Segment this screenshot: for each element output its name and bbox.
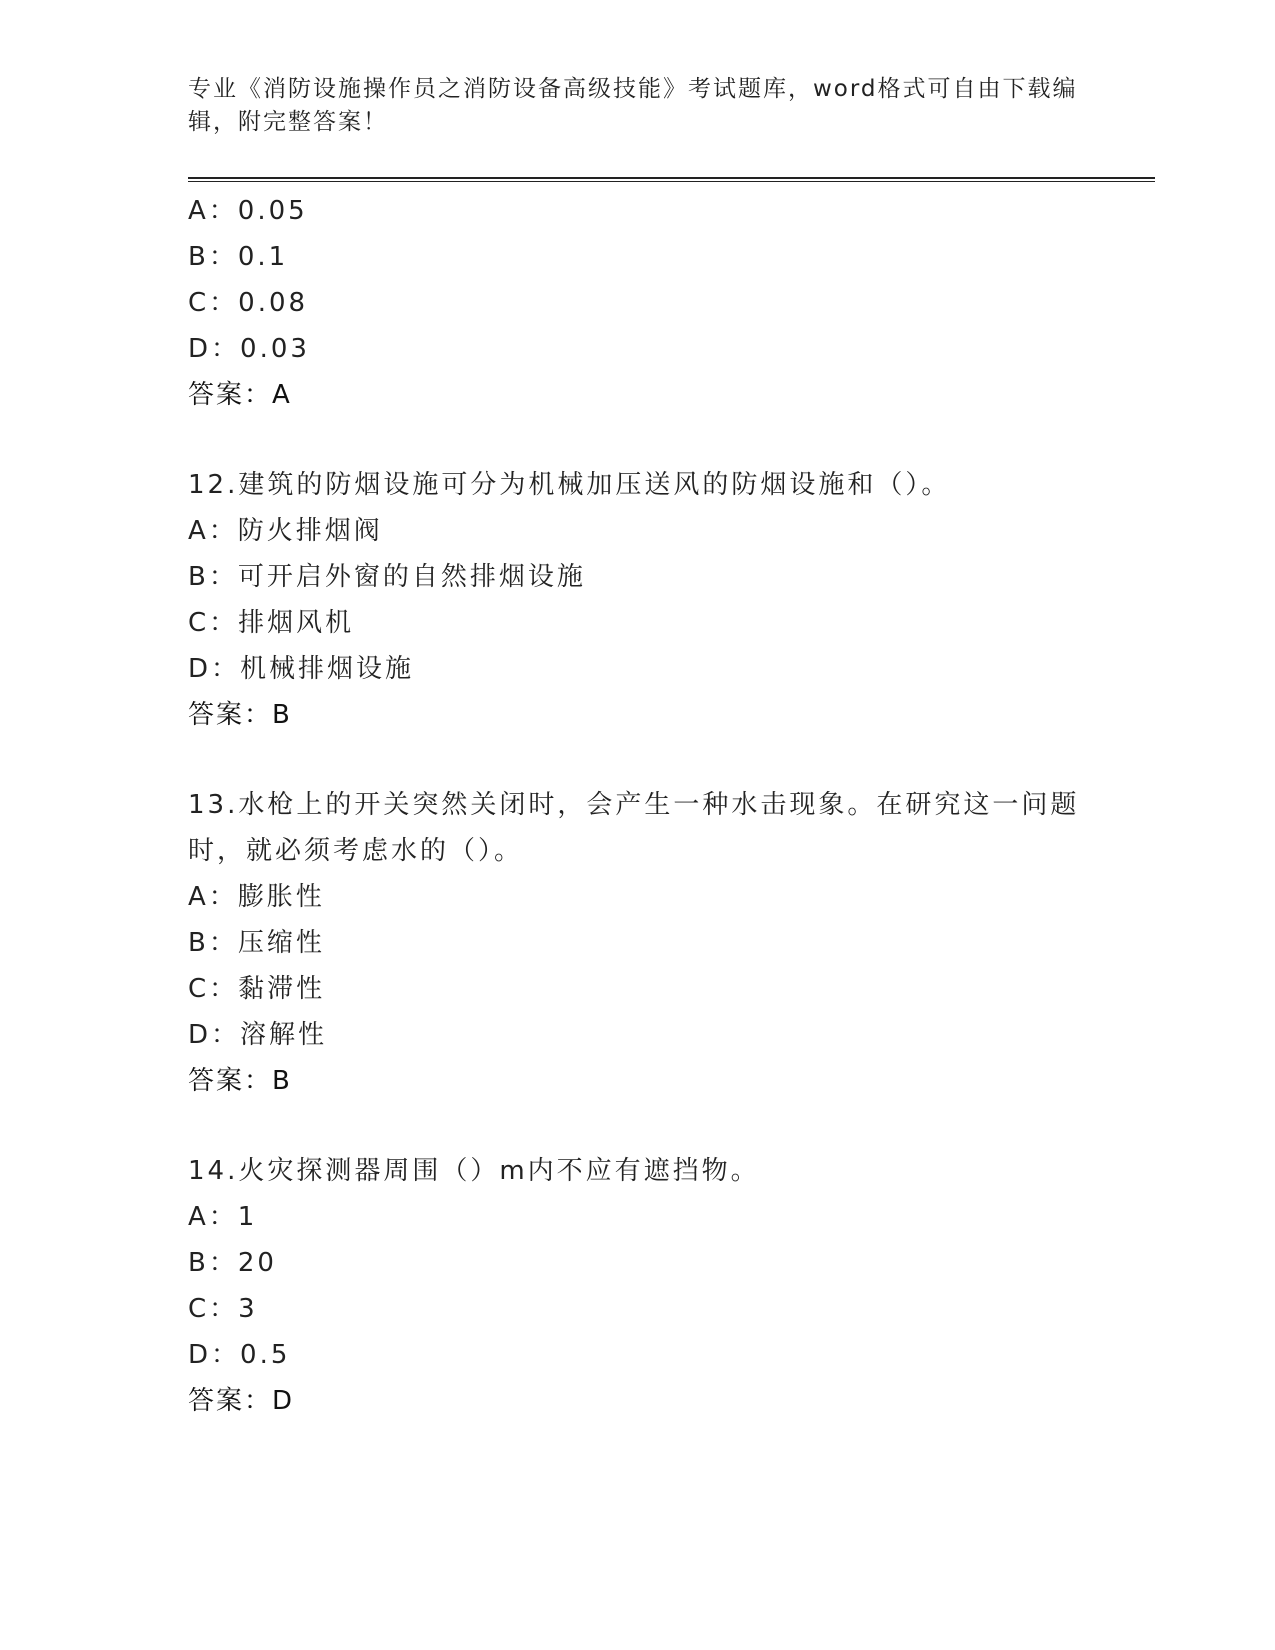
question-text-line-1: 13.水枪上的开关突然关闭时，会产生一种水击现象。在研究这一问题 (188, 790, 1080, 820)
question-13 (188, 782, 1148, 1104)
option-c: C：3 (188, 1294, 258, 1324)
option-a: A：0.05 (188, 196, 308, 226)
question-list (188, 188, 1148, 1424)
answer: 答案：B (188, 700, 292, 730)
option-b: B：0.1 (188, 242, 289, 272)
question-14 (188, 1148, 1148, 1424)
option-d: D：0.5 (188, 1340, 291, 1370)
option-a: A：膨胀性 (188, 882, 325, 912)
document-header: 专业《消防设施操作员之消防设备高级技能》考试题库，word格式可自由下载编辑，附完整答案！ (188, 76, 1078, 135)
option-b: B：压缩性 (188, 928, 325, 958)
answer: 答案：D (188, 1386, 295, 1416)
option-d: D：机械排烟设施 (188, 654, 415, 684)
option-b: B：可开启外窗的自然排烟设施 (188, 562, 586, 592)
option-c: C：黏滞性 (188, 974, 326, 1004)
option-a: A：防火排烟阀 (188, 516, 383, 546)
option-b: B：20 (188, 1248, 277, 1278)
question-text-line-2: 时，就必须考虑水的（）。 (188, 836, 524, 866)
question-12 (188, 462, 1148, 738)
answer: 答案：A (188, 380, 292, 410)
option-a: A：1 (188, 1202, 258, 1232)
question-text: 14.火灾探测器周围（）m内不应有遮挡物。 (188, 1156, 760, 1186)
answer: 答案：B (188, 1066, 292, 1096)
question-11 (188, 188, 1148, 418)
option-c: C：排烟风机 (188, 608, 355, 638)
option-d: D：0.03 (188, 334, 310, 364)
option-d: D：溶解性 (188, 1020, 328, 1050)
question-text: 12.建筑的防烟设施可分为机械加压送风的防烟设施和（）。 (188, 470, 951, 500)
option-c: C：0.08 (188, 288, 309, 318)
header-divider (188, 177, 1155, 182)
